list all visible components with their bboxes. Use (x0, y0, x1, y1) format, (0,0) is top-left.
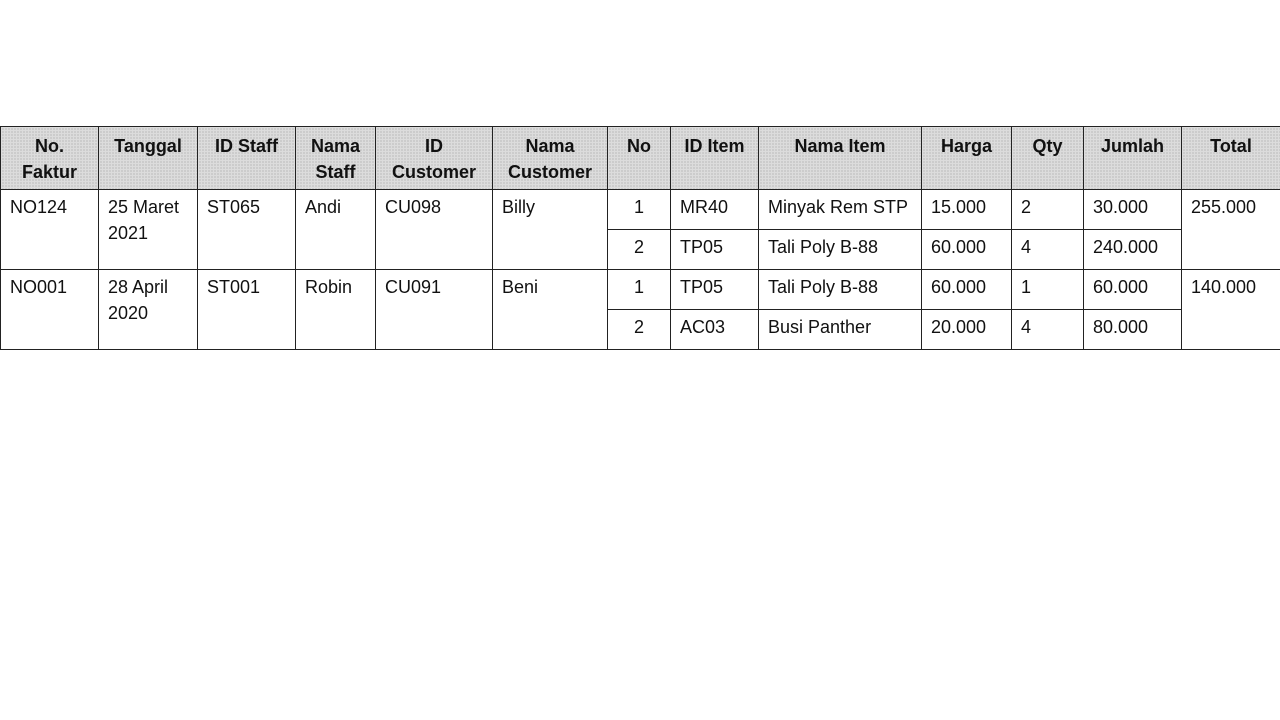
header-nama-item: Nama Item (759, 127, 922, 190)
cell-qty: 4 (1012, 310, 1084, 350)
header-row (1, 127, 1280, 190)
cell-nama-staff: Robin (296, 270, 376, 350)
cell-id-staff: ST001 (198, 270, 296, 350)
cell-no-faktur: NO001 (1, 270, 99, 350)
cell-nama-item: Busi Panther (759, 310, 922, 350)
cell-harga: 60.000 (922, 270, 1012, 310)
header-qty: Qty (1012, 127, 1084, 190)
cell-qty: 1 (1012, 270, 1084, 310)
header-id-staff: ID Staff (198, 127, 296, 190)
cell-qty: 2 (1012, 190, 1084, 230)
cell-tanggal: 25 Maret 2021 (99, 190, 198, 270)
table-row (1, 270, 1280, 310)
cell-qty: 4 (1012, 230, 1084, 270)
invoice-table (0, 126, 1280, 350)
cell-nama-item: Tali Poly B-88 (759, 270, 922, 310)
header-jumlah: Jumlah (1084, 127, 1182, 190)
header-total: Total (1182, 127, 1280, 190)
table-body (1, 190, 1280, 350)
cell-item-no: 2 (608, 230, 671, 270)
cell-tanggal: 28 April 2020 (99, 270, 198, 350)
cell-id-item: TP05 (671, 230, 759, 270)
cell-item-no: 1 (608, 190, 671, 230)
cell-total: 255.000 (1182, 190, 1280, 270)
cell-jumlah: 30.000 (1084, 190, 1182, 230)
header-id-item: ID Item (671, 127, 759, 190)
header-nama-customer: Nama Customer (493, 127, 608, 190)
cell-no-faktur: NO124 (1, 190, 99, 270)
table-row (1, 190, 1280, 230)
table-header (1, 127, 1280, 190)
cell-id-item: TP05 (671, 270, 759, 310)
cell-id-customer: CU091 (376, 270, 493, 350)
cell-harga: 15.000 (922, 190, 1012, 230)
cell-jumlah: 240.000 (1084, 230, 1182, 270)
cell-item-no: 2 (608, 310, 671, 350)
header-harga: Harga (922, 127, 1012, 190)
cell-harga: 60.000 (922, 230, 1012, 270)
cell-id-item: AC03 (671, 310, 759, 350)
cell-nama-staff: Andi (296, 190, 376, 270)
header-tanggal: Tanggal (99, 127, 198, 190)
header-nama-staff: Nama Staff (296, 127, 376, 190)
cell-item-no: 1 (608, 270, 671, 310)
cell-nama-item: Minyak Rem STP (759, 190, 922, 230)
header-id-customer: ID Customer (376, 127, 493, 190)
cell-nama-customer: Beni (493, 270, 608, 350)
cell-harga: 20.000 (922, 310, 1012, 350)
cell-nama-item: Tali Poly B-88 (759, 230, 922, 270)
cell-jumlah: 80.000 (1084, 310, 1182, 350)
cell-total: 140.000 (1182, 270, 1280, 350)
cell-id-staff: ST065 (198, 190, 296, 270)
cell-jumlah: 60.000 (1084, 270, 1182, 310)
cell-nama-customer: Billy (493, 190, 608, 270)
cell-id-item: MR40 (671, 190, 759, 230)
header-no-faktur: No. Faktur (1, 127, 99, 190)
header-no: No (608, 127, 671, 190)
cell-id-customer: CU098 (376, 190, 493, 270)
